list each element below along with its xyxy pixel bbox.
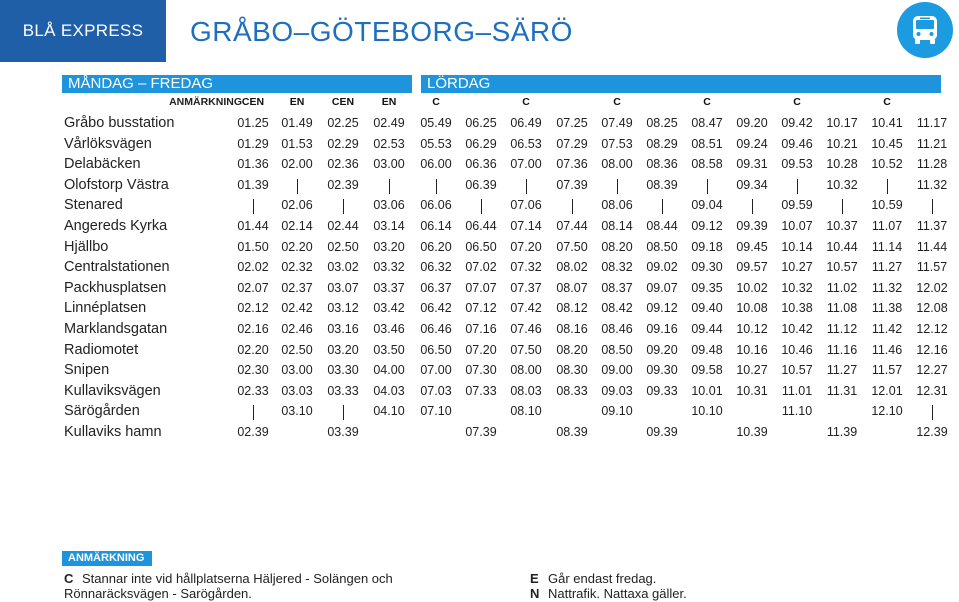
departure-time: 09.07 xyxy=(646,280,678,295)
departure-time: 11.12 xyxy=(826,322,858,336)
departure-time: 12.39 xyxy=(916,425,948,439)
departure-time: 10.17 xyxy=(826,116,858,130)
departure-time: 03.00 xyxy=(373,157,405,172)
departure-time: 02.25 xyxy=(327,116,359,130)
departure-time: 11.44 xyxy=(916,239,948,254)
departure-time: 08.42 xyxy=(601,301,633,316)
departure-time: 09.12 xyxy=(691,219,723,233)
stop-name: Kullaviksvägen xyxy=(64,382,161,399)
departure-time: 03.33 xyxy=(327,383,359,398)
departure-time: 11.01 xyxy=(781,383,813,398)
departure-time: 10.59 xyxy=(871,198,903,213)
stop-name: Särögården xyxy=(64,403,140,420)
departure-time: 10.41 xyxy=(871,116,903,130)
departure-time: 02.30 xyxy=(237,363,269,378)
note-c xyxy=(64,571,424,601)
departure-time: 10.21 xyxy=(826,136,858,151)
departure-time: 07.33 xyxy=(465,383,497,398)
skip-marker xyxy=(481,199,482,214)
departure-time: 01.53 xyxy=(281,136,313,151)
departure-time: 11.02 xyxy=(826,280,858,295)
departure-time: 08.00 xyxy=(510,363,542,378)
departure-time: 06.29 xyxy=(465,136,497,151)
departure-time: 11.37 xyxy=(916,219,948,233)
departure-time: 07.37 xyxy=(510,280,542,295)
departure-time: 07.20 xyxy=(465,342,497,357)
departure-time: 08.20 xyxy=(601,239,633,254)
departure-time: 03.16 xyxy=(327,322,359,336)
departure-time: 01.36 xyxy=(237,157,269,172)
departure-time: 02.02 xyxy=(237,260,269,275)
skip-marker xyxy=(297,179,298,194)
departure-time: 03.14 xyxy=(373,219,405,233)
departure-time: 08.06 xyxy=(601,198,633,213)
departure-time: 02.20 xyxy=(237,342,269,357)
departure-time: 01.25 xyxy=(237,116,269,130)
skip-marker xyxy=(842,199,843,214)
stop-name: Marklandsgatan xyxy=(64,321,168,337)
departure-time: 08.30 xyxy=(556,363,588,378)
note-text: Stannar inte vid hållplatserna Häljered - Solängen och Rönnaräcksvägen - Sarögården. xyxy=(64,571,393,601)
departure-time: 08.29 xyxy=(646,136,678,151)
skip-marker xyxy=(389,179,390,194)
departure-time: 03.06 xyxy=(373,198,405,213)
departure-time: 09.12 xyxy=(646,301,678,316)
departure-time: 07.14 xyxy=(510,219,542,233)
stop-name: Centralstationen xyxy=(64,259,170,276)
departure-time: 10.46 xyxy=(781,342,813,357)
departure-time: 09.59 xyxy=(781,198,813,213)
departure-time: 09.46 xyxy=(781,136,813,151)
departure-time: 07.02 xyxy=(465,260,497,275)
departure-time: 07.29 xyxy=(556,136,588,151)
departure-time: 08.39 xyxy=(646,177,678,192)
departure-time: 02.49 xyxy=(373,116,405,130)
departure-time: 07.50 xyxy=(510,342,542,357)
departure-time: 07.36 xyxy=(556,157,588,172)
departure-time: 07.07 xyxy=(465,280,497,295)
departure-time: 02.06 xyxy=(281,198,313,213)
departure-time: 09.18 xyxy=(691,239,723,254)
departure-time: 10.31 xyxy=(736,383,768,398)
departure-time: 10.44 xyxy=(826,239,858,254)
departure-time: 01.44 xyxy=(237,219,269,233)
departure-time: 08.39 xyxy=(556,425,588,439)
departure-time: 07.10 xyxy=(420,404,452,419)
departure-time: 03.03 xyxy=(281,383,313,398)
note-key: C xyxy=(64,571,74,586)
departure-time: 08.37 xyxy=(601,280,633,295)
departure-time: 11.32 xyxy=(871,280,903,295)
departure-time: 10.14 xyxy=(781,239,813,254)
departure-time: 08.58 xyxy=(691,157,723,172)
departure-time: 08.12 xyxy=(556,301,588,316)
departure-time: 11.17 xyxy=(916,116,948,130)
departure-time: 11.38 xyxy=(871,301,903,316)
departure-time: 02.00 xyxy=(281,157,313,172)
departure-time: 11.27 xyxy=(871,260,903,275)
departure-time: 10.01 xyxy=(691,383,723,398)
departure-time: 10.39 xyxy=(736,425,768,439)
stop-name: Vårlöksvägen xyxy=(64,135,152,152)
skip-marker xyxy=(617,179,618,194)
departure-time: 10.08 xyxy=(736,301,768,316)
departure-time: 11.28 xyxy=(916,157,948,172)
departure-time: 10.27 xyxy=(781,260,813,275)
departure-time: 10.27 xyxy=(736,363,768,378)
departure-time: 03.00 xyxy=(281,363,313,378)
departure-time: 04.10 xyxy=(373,404,405,419)
departure-time: 03.42 xyxy=(373,301,405,316)
departure-time: 07.39 xyxy=(465,425,497,439)
departure-time: 05.53 xyxy=(420,136,452,151)
stop-name: Delabäcken xyxy=(64,156,141,173)
departure-time: 09.44 xyxy=(691,322,723,336)
departure-time: 09.03 xyxy=(601,383,633,398)
departure-time: 06.39 xyxy=(465,177,497,192)
departure-time: 02.50 xyxy=(281,342,313,357)
departure-time: 02.20 xyxy=(281,239,313,254)
departure-time: 12.31 xyxy=(916,383,948,398)
departure-time: 06.14 xyxy=(420,219,452,233)
departure-time: 03.02 xyxy=(327,260,359,275)
departure-time: 08.03 xyxy=(510,383,542,398)
departure-time: 09.31 xyxy=(736,157,768,172)
skip-marker xyxy=(662,199,663,214)
column-header: C xyxy=(703,96,711,108)
departure-time: 07.25 xyxy=(556,116,588,130)
header-bar xyxy=(0,0,959,62)
departure-time: 11.42 xyxy=(871,322,903,336)
skip-marker xyxy=(932,199,933,214)
departure-time: 02.42 xyxy=(281,301,313,316)
bus-icon xyxy=(897,2,953,58)
departure-time: 11.07 xyxy=(871,219,903,233)
departure-time: 02.53 xyxy=(373,136,405,151)
stop-name: Stenared xyxy=(64,197,123,214)
departure-time: 01.29 xyxy=(237,136,269,151)
departure-time: 02.39 xyxy=(237,425,269,439)
stop-name: Snipen xyxy=(64,362,110,379)
skip-marker xyxy=(253,199,254,214)
departure-time: 08.16 xyxy=(556,322,588,336)
departure-time: 09.39 xyxy=(736,219,768,233)
departure-time: 09.20 xyxy=(736,116,768,130)
departure-time: 10.45 xyxy=(871,136,903,151)
departure-time: 07.30 xyxy=(465,363,497,378)
departure-time: 02.12 xyxy=(237,301,269,316)
departure-time: 11.57 xyxy=(871,363,903,378)
departure-time: 10.57 xyxy=(781,363,813,378)
stop-name: Kullaviks hamn xyxy=(64,424,162,440)
departure-time: 06.36 xyxy=(465,157,497,172)
departure-time: 10.42 xyxy=(781,322,813,336)
skip-marker xyxy=(752,199,753,214)
departure-time: 01.49 xyxy=(281,116,313,130)
departure-time: 03.39 xyxy=(327,425,359,439)
departure-time: 07.12 xyxy=(465,301,497,316)
departure-time: 08.25 xyxy=(646,116,678,130)
departure-time: 09.30 xyxy=(646,363,678,378)
note-e xyxy=(530,571,656,586)
departure-time: 10.32 xyxy=(826,177,858,192)
departure-time: 08.50 xyxy=(646,239,678,254)
departure-time: 08.32 xyxy=(601,260,633,275)
brand-label: BLÅ EXPRESS xyxy=(0,0,166,62)
departure-time: 09.16 xyxy=(646,322,678,336)
column-header: C xyxy=(613,96,621,108)
departure-time: 11.10 xyxy=(781,404,813,419)
departure-time: 09.48 xyxy=(691,342,723,357)
skip-marker xyxy=(343,199,344,214)
departure-time: 09.42 xyxy=(781,116,813,130)
departure-time: 07.46 xyxy=(510,322,542,336)
departure-time: 03.50 xyxy=(373,342,405,357)
departure-time: 11.14 xyxy=(871,239,903,254)
departure-time: 07.03 xyxy=(420,383,452,398)
departure-time: 07.06 xyxy=(510,198,542,213)
departure-time: 03.20 xyxy=(327,342,359,357)
departure-time: 10.28 xyxy=(826,157,858,172)
departure-time: 08.14 xyxy=(601,219,633,233)
skip-marker xyxy=(343,405,344,420)
note-key: E xyxy=(530,571,539,586)
departure-time: 06.50 xyxy=(420,342,452,357)
route-title: GRÅBO–GÖTEBORG–SÄRÖ xyxy=(190,16,573,47)
departure-time: 08.47 xyxy=(691,116,723,130)
departure-time: 03.20 xyxy=(373,239,405,254)
departure-time: 09.35 xyxy=(691,280,723,295)
departure-time: 10.02 xyxy=(736,280,768,295)
departure-time: 07.32 xyxy=(510,260,542,275)
departure-time: 09.30 xyxy=(691,260,723,275)
departure-time: 06.44 xyxy=(465,219,497,233)
stop-name: Hjällbo xyxy=(64,238,109,255)
departure-time: 11.27 xyxy=(826,363,858,378)
departure-time: 02.14 xyxy=(281,219,313,233)
departure-time: 09.02 xyxy=(646,260,678,275)
departure-time: 06.25 xyxy=(465,116,497,130)
column-header: CEN xyxy=(331,96,355,108)
departure-time: 06.00 xyxy=(420,157,452,172)
departure-time: 06.32 xyxy=(420,260,452,275)
departure-time: 10.07 xyxy=(781,219,813,233)
departure-time: 04.03 xyxy=(373,383,405,398)
departure-time: 03.30 xyxy=(327,363,359,378)
departure-time: 07.20 xyxy=(510,239,542,254)
column-header: EN xyxy=(289,96,305,108)
departure-time: 10.38 xyxy=(781,301,813,316)
departure-time: 10.10 xyxy=(691,404,723,419)
departure-time: 02.29 xyxy=(327,136,359,151)
departure-time: 03.12 xyxy=(327,301,359,316)
column-header: CEN xyxy=(241,96,265,108)
departure-time: 03.07 xyxy=(327,280,359,295)
departure-time: 08.02 xyxy=(556,260,588,275)
departure-time: 05.49 xyxy=(420,116,452,130)
skip-marker xyxy=(797,179,798,194)
note-n xyxy=(530,586,687,601)
departure-time: 07.50 xyxy=(556,239,588,254)
departure-time: 07.53 xyxy=(601,136,633,151)
departure-time: 02.39 xyxy=(327,177,359,192)
stop-name: Linnéplatsen xyxy=(64,300,147,317)
skip-marker xyxy=(572,199,573,214)
departure-time: 08.33 xyxy=(556,383,588,398)
departure-time: 02.44 xyxy=(327,219,359,233)
column-header: C xyxy=(522,96,530,108)
departure-time: 08.10 xyxy=(510,404,542,419)
departure-time: 03.10 xyxy=(281,404,313,419)
departure-time: 10.52 xyxy=(871,157,903,172)
departure-time: 09.20 xyxy=(646,342,678,357)
departure-time: 12.01 xyxy=(871,383,903,398)
departure-time: 11.16 xyxy=(826,342,858,357)
departure-time: 02.36 xyxy=(327,157,359,172)
departure-time: 07.00 xyxy=(420,363,452,378)
departure-time: 06.49 xyxy=(510,116,542,130)
departure-time: 09.39 xyxy=(646,425,678,439)
departure-time: 01.50 xyxy=(237,239,269,254)
departure-time: 09.45 xyxy=(736,239,768,254)
departure-time: 08.51 xyxy=(691,136,723,151)
departure-time: 06.06 xyxy=(420,198,452,213)
departure-time: 07.39 xyxy=(556,177,588,192)
departure-time: 07.44 xyxy=(556,219,588,233)
departure-time: 10.12 xyxy=(736,322,768,336)
departure-time: 11.31 xyxy=(826,383,858,398)
departure-time: 08.44 xyxy=(646,219,678,233)
departure-time: 12.02 xyxy=(916,280,948,295)
departure-time: 09.00 xyxy=(601,363,633,378)
weekday-section-title: MÅNDAG – FREDAG xyxy=(62,75,412,93)
departure-time: 10.32 xyxy=(781,280,813,295)
annotation-column-label: ANMÄRKNING xyxy=(169,96,242,108)
departure-time: 10.16 xyxy=(736,342,768,357)
note-text: Nattrafik. Nattaxa gäller. xyxy=(548,586,687,601)
departure-time: 09.58 xyxy=(691,363,723,378)
column-header: C xyxy=(883,96,891,108)
departure-time: 03.32 xyxy=(373,260,405,275)
note-key: N xyxy=(530,586,540,601)
stop-name: Olofstorp Västra xyxy=(64,176,169,193)
departure-time: 02.46 xyxy=(281,322,313,336)
departure-time: 01.39 xyxy=(237,177,269,192)
departure-time: 02.50 xyxy=(327,239,359,254)
departure-time: 06.46 xyxy=(420,322,452,336)
departure-time: 09.10 xyxy=(601,404,633,419)
skip-marker xyxy=(932,405,933,420)
departure-time: 07.00 xyxy=(510,157,542,172)
column-header: EN xyxy=(381,96,397,108)
departure-time: 11.39 xyxy=(826,425,858,439)
departure-time: 12.10 xyxy=(871,404,903,419)
departure-time: 11.08 xyxy=(826,301,858,316)
departure-time: 07.42 xyxy=(510,301,542,316)
departure-time: 08.07 xyxy=(556,280,588,295)
departure-time: 09.53 xyxy=(781,157,813,172)
departure-time: 09.33 xyxy=(646,383,678,398)
departure-time: 09.57 xyxy=(736,260,768,275)
departure-time: 12.16 xyxy=(916,342,948,357)
skip-marker xyxy=(526,179,527,194)
departure-time: 06.50 xyxy=(465,239,497,254)
departure-time: 03.37 xyxy=(373,280,405,295)
departure-time: 12.27 xyxy=(916,363,948,378)
departure-time: 09.40 xyxy=(691,301,723,316)
departure-time: 02.32 xyxy=(281,260,313,275)
departure-time: 02.07 xyxy=(237,280,269,295)
departure-time: 09.04 xyxy=(691,198,723,213)
skip-marker xyxy=(436,179,437,194)
departure-time: 10.37 xyxy=(826,219,858,233)
departure-time: 11.46 xyxy=(871,342,903,357)
departure-time: 12.08 xyxy=(916,301,948,316)
departure-time: 11.57 xyxy=(916,260,948,275)
departure-time: 02.33 xyxy=(237,383,269,398)
departure-time: 08.50 xyxy=(601,342,633,357)
skip-marker xyxy=(253,405,254,420)
departure-time: 11.21 xyxy=(916,136,948,151)
stop-name: Packhusplatsen xyxy=(64,279,167,296)
skip-marker xyxy=(887,179,888,194)
stop-name: Gråbo busstation xyxy=(64,115,175,131)
departure-time: 02.16 xyxy=(237,322,269,336)
departure-time: 09.24 xyxy=(736,136,768,151)
column-header: C xyxy=(432,96,440,108)
departure-time: 07.16 xyxy=(465,322,497,336)
stop-name: Angereds Kyrka xyxy=(64,218,168,234)
stop-name: Radiomotet xyxy=(64,341,139,358)
departure-time: 08.46 xyxy=(601,322,633,336)
departure-time: 06.37 xyxy=(420,280,452,295)
departure-time: 08.36 xyxy=(646,157,678,172)
departure-time: 02.37 xyxy=(281,280,313,295)
departure-time: 11.32 xyxy=(916,177,948,192)
departure-time: 09.34 xyxy=(736,177,768,192)
departure-time: 06.20 xyxy=(420,239,452,254)
departure-time: 08.00 xyxy=(601,157,633,172)
departure-time: 06.42 xyxy=(420,301,452,316)
departure-time: 10.57 xyxy=(826,260,858,275)
note-text: Går endast fredag. xyxy=(548,571,657,586)
departure-time: 12.12 xyxy=(916,322,948,336)
departure-time: 08.20 xyxy=(556,342,588,357)
departure-time: 03.46 xyxy=(373,322,405,336)
notes-title: ANMÄRKNING xyxy=(62,551,152,566)
departure-time: 06.53 xyxy=(510,136,542,151)
saturday-section-title: LÖRDAG xyxy=(421,75,941,93)
departure-time: 04.00 xyxy=(373,363,405,378)
departure-time: 07.49 xyxy=(601,116,633,130)
column-header: C xyxy=(793,96,801,108)
skip-marker xyxy=(707,179,708,194)
